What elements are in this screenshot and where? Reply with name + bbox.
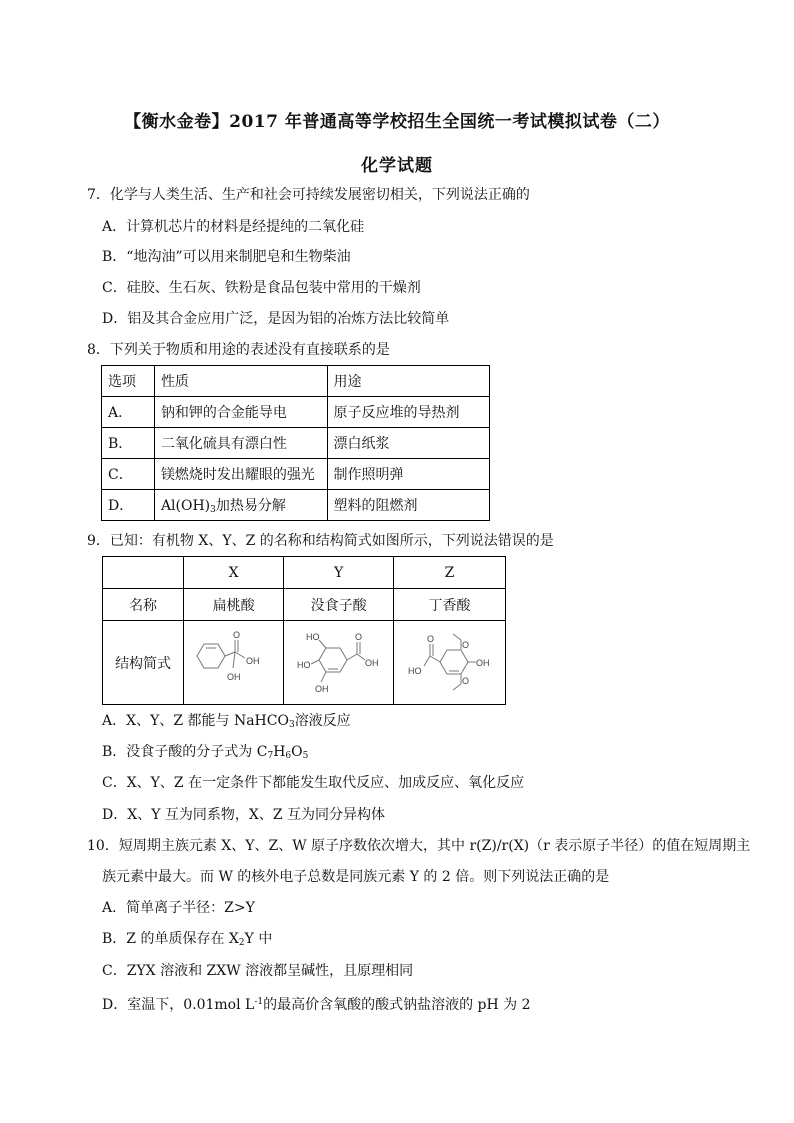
- row-label: 名称: [103, 589, 184, 621]
- option-text: 溶液反应: [294, 713, 351, 729]
- mandelic-acid-structure: [191, 626, 277, 700]
- q7-option-c: C．硅胶、生石灰、铁粉是食品包装中常用的干燥剂: [102, 280, 421, 296]
- table-cell-property: 镁燃烧时发出耀眼的强光: [154, 459, 327, 490]
- table-row: [102, 428, 490, 459]
- q10-option-c: C．ZYX 溶液和 ZXW 溶液都呈碱性，且原理相同: [102, 963, 414, 979]
- atom-label: O: [426, 633, 434, 644]
- atom-label: O: [461, 639, 469, 650]
- atom-label: O: [232, 629, 240, 640]
- q9-stem: 9．已知：有机物 X、Y、Z 的名称和结构简式如图所示，下列说法错误的是: [87, 533, 554, 549]
- property-text: 加热易分解: [215, 498, 286, 514]
- q9-option-b: [102, 743, 308, 765]
- q10-option-a: A．简单离子半径：Z>Y: [102, 900, 255, 916]
- atom-label: OH: [314, 683, 329, 694]
- compound-name: 没食子酸: [284, 589, 394, 621]
- table-row: [103, 589, 506, 621]
- table-cell-use: 原子反应堆的导热剂: [327, 397, 489, 428]
- table-header-cell: Z: [394, 557, 506, 589]
- table-cell-property: 二氧化硫具有漂白性: [154, 428, 327, 459]
- atom-label: O: [461, 675, 469, 686]
- atom-label: HO: [407, 665, 422, 676]
- table-row: [102, 459, 490, 490]
- structure-cell-y: [284, 621, 394, 705]
- table-row: [103, 621, 506, 705]
- formula-subscript: 5: [302, 751, 309, 761]
- exam-subtitle: 化学试题: [361, 156, 433, 176]
- table-cell-property: [154, 490, 327, 521]
- q9-option-a: [102, 712, 351, 734]
- q9-option-d: D．X、Y 互为同系物，X、Z 互为同分异构体: [102, 807, 386, 823]
- q7-option-a: A．计算机芯片的材料是经提纯的二氧化硅: [102, 219, 365, 235]
- q10-option-b: [102, 930, 272, 952]
- syringic-acid-structure: [402, 626, 498, 700]
- q9-table: [102, 556, 506, 705]
- exam-title: 【衡水金卷】2017 年普通高等学校招生全国统一考试模拟试卷（二）: [124, 112, 670, 132]
- table-header-row: [103, 557, 506, 589]
- table-row: [102, 397, 490, 428]
- table-cell-option: D．: [102, 490, 155, 521]
- formula-subscript: 2: [238, 938, 245, 948]
- unit-superscript: -1: [254, 997, 264, 1007]
- table-header-row: [102, 366, 490, 397]
- gallic-acid-structure: [293, 626, 385, 700]
- table-header-cell: 性质: [154, 366, 327, 397]
- formula-subscript: 6: [285, 751, 292, 761]
- atom-label: OH: [364, 657, 379, 668]
- structure-cell-x: [184, 621, 284, 705]
- table-cell-use: 漂白纸浆: [327, 428, 489, 459]
- q10-stem-line1: 10．短周期主族元素 X、Y、Z、W 原子序数依次增大，其中 r(Z)/r(X)（r 表示原子半径）的值在短周期主: [87, 838, 751, 854]
- option-text: B．Z 的单质保存在 X: [102, 931, 239, 947]
- formula-text: H: [273, 744, 286, 760]
- option-text: D．室温下，0.01mol L: [102, 997, 255, 1013]
- atom-label: OH: [226, 671, 241, 682]
- table-header-cell: 选项: [102, 366, 155, 397]
- table-header-cell: Y: [284, 557, 394, 589]
- table-cell-use: 制作照明弹: [327, 459, 489, 490]
- table-header-cell: 用途: [327, 366, 489, 397]
- formula-text: Al(OH): [160, 498, 211, 514]
- row-label: 结构简式: [103, 621, 184, 705]
- q10-option-d: [102, 993, 531, 1014]
- atom-label: OH: [245, 655, 260, 666]
- formula-subscript: 7: [267, 751, 274, 761]
- option-text: B．没食子酸的分子式为 C: [102, 744, 268, 760]
- table-cell-use: 塑料的阻燃剂: [327, 490, 489, 521]
- table-cell-option: C．: [102, 459, 155, 490]
- q7-stem: 7．化学与人类生活、生产和社会可持续发展密切相关，下列说法正确的: [87, 187, 530, 203]
- atom-label: HO: [296, 659, 311, 670]
- q7-option-d: D．铝及其合金应用广泛，是因为铝的冶炼方法比较简单: [102, 311, 450, 327]
- compound-name: 丁香酸: [394, 589, 506, 621]
- table-row: [102, 490, 490, 521]
- atom-label: HO: [305, 631, 320, 642]
- table-cell-property: 钠和钾的合金能导电: [154, 397, 327, 428]
- q9-option-c: C．X、Y、Z 在一定条件下都能发生取代反应、加成反应、氧化反应: [102, 775, 525, 791]
- table-header-cell: X: [184, 557, 284, 589]
- q8-stem: 8．下列关于物质和用途的表述没有直接联系的是: [87, 342, 390, 358]
- structure-cell-z: [394, 621, 506, 705]
- atom-label: O: [354, 631, 362, 642]
- formula-text: O: [291, 744, 303, 760]
- option-text: 的最高价含氧酸的酸式钠盐溶液的 pH 为 2: [263, 997, 531, 1013]
- atom-label: OH: [475, 657, 490, 668]
- option-text: A．X、Y、Z 都能与 NaHCO: [102, 713, 289, 729]
- compound-name: 扁桃酸: [184, 589, 284, 621]
- formula-subscript: 3: [288, 720, 295, 730]
- q10-stem-line2: 族元素中最大。而 W 的核外电子总数是同族元素 Y 的 2 倍。则下列说法正确的是: [102, 869, 610, 885]
- table-cell-option: A．: [102, 397, 155, 428]
- formula-subscript: 3: [210, 505, 216, 515]
- q8-table: [101, 365, 490, 521]
- option-text: Y 中: [244, 931, 273, 947]
- q7-option-b: B．“地沟油”可以用来制肥皂和生物柴油: [102, 249, 351, 265]
- table-empty-cell: [103, 557, 184, 589]
- table-cell-option: B．: [102, 428, 155, 459]
